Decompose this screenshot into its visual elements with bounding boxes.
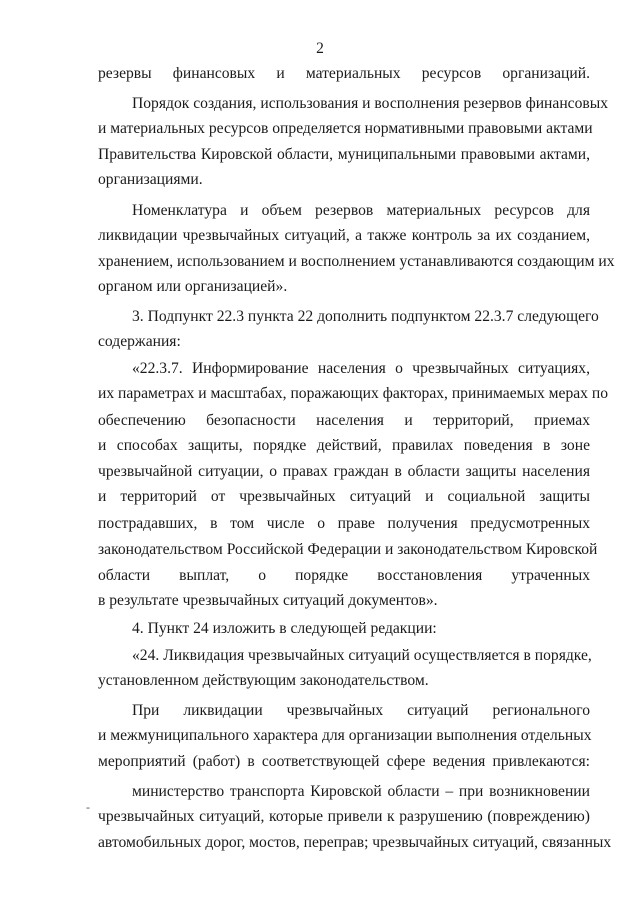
text-line: чрезвычайной ситуации, о правах граждан в области защиты населения [98, 463, 590, 480]
text-line: пострадавших, в том числе о праве получения предусмотренных [98, 515, 590, 532]
text-line: и межмуниципального характера для организации выполнения отдельных [98, 727, 592, 744]
text-line: и способах защиты, порядке действий, правилах поведения в зоне [98, 437, 590, 454]
text-line: органом или организацией». [98, 278, 288, 295]
text-line: области выплат, о порядке восстановления утраченных [98, 567, 590, 584]
scan-mark: - [86, 800, 90, 814]
text-line: их параметрах и масштабах, поражающих факторах, принимаемых мерах по [98, 385, 608, 402]
text-line: обеспечению безопасности населения и территорий, приемах [98, 412, 590, 429]
text-line: мероприятий (работ) в соответствующей сфере ведения привлекаются: [98, 753, 590, 770]
text-line: 4. Пункт 24 изложить в следующей редакции: [132, 620, 437, 637]
text-line: «24. Ликвидация чрезвычайных ситуаций осуществляется в порядке, [132, 647, 592, 664]
page-number: 2 [316, 40, 324, 57]
text-line: организациями. [98, 171, 203, 188]
text-line: министерство транспорта Кировской области – при возникновении [132, 783, 590, 800]
text-line: автомобильных дорог, мостов, переправ; чрезвычайных ситуаций, связанных [98, 834, 612, 851]
text-line: При ликвидации чрезвычайных ситуаций регионального [132, 702, 590, 719]
text-line: в результате чрезвычайных ситуаций документов». [98, 592, 438, 609]
text-line: чрезвычайных ситуаций, которые привели к разрушению (повреждению) [98, 808, 590, 825]
text-line: резервы финансовых и материальных ресурсов организаций. [98, 65, 590, 82]
text-line: «22.3.7. Информирование населения о чрезвычайных ситуациях, [132, 360, 590, 377]
text-line: содержания: [98, 333, 181, 350]
text-line: и материальных ресурсов определяется нормативными правовыми актами [98, 120, 593, 137]
text-line: и территорий от чрезвычайных ситуаций и социальной защиты [98, 488, 590, 505]
text-line: Правительства Кировской области, муниципальными правовыми актами, [98, 146, 590, 163]
text-line: законодательством Российской Федерации и законодательством Кировской [98, 541, 598, 558]
text-line: Порядок создания, использования и восполнения резервов финансовых [132, 95, 609, 112]
text-line: Номенклатура и объем резервов материальных ресурсов для [132, 202, 590, 219]
text-line: хранением, использованием и восполнением устанавливаются создающим их [98, 253, 615, 270]
text-line: 3. Подпункт 22.3 пункта 22 дополнить подпунктом 22.3.7 следующего [132, 308, 599, 325]
text-line: установленном действующим законодательством. [98, 672, 429, 689]
text-line: ликвидации чрезвычайных ситуаций, а также контроль за их созданием, [98, 227, 590, 244]
